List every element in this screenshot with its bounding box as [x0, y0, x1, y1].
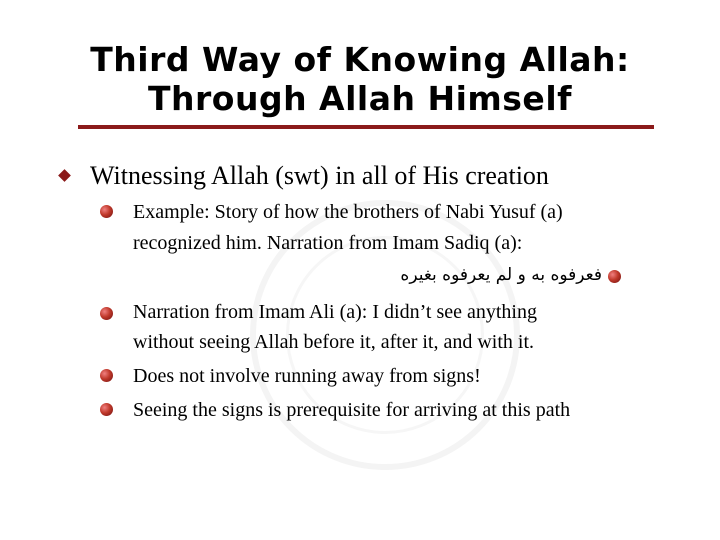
round-bullet-icon: [100, 403, 113, 416]
title-line-1: Third Way of Knowing Allah:: [90, 40, 630, 79]
example-line-2: recognized him. Narration from Imam Sadiq (a):: [133, 232, 523, 254]
main-point-text: Witnessing Allah (swt) in all of His creation: [90, 161, 549, 190]
round-bullet-icon: [100, 205, 113, 218]
round-bullet-icon: [100, 307, 113, 320]
arabic-quote: فعرفوه به و لم يعرفوه بغيره: [400, 265, 602, 285]
diamond-bullet-icon: [58, 169, 71, 182]
signs-point: Does not involve running away from signs!: [133, 365, 481, 387]
round-bullet-icon: [608, 270, 621, 283]
round-bullet-icon: [100, 369, 113, 382]
slide-title: [0, 40, 720, 118]
title-divider: [78, 125, 654, 129]
title-line-2: Through Allah Himself: [148, 79, 572, 118]
imam-ali-line-2: without seeing Allah before it, after it, and with it.: [133, 331, 535, 353]
example-line-1: Example: Story of how the brothers of Nabi Yusuf (a): [133, 201, 563, 223]
prerequisite-point: Seeing the signs is prerequisite for arriving at this path: [133, 399, 571, 421]
imam-ali-line-1: Narration from Imam Ali (a): I didn’t see anything: [133, 301, 537, 323]
